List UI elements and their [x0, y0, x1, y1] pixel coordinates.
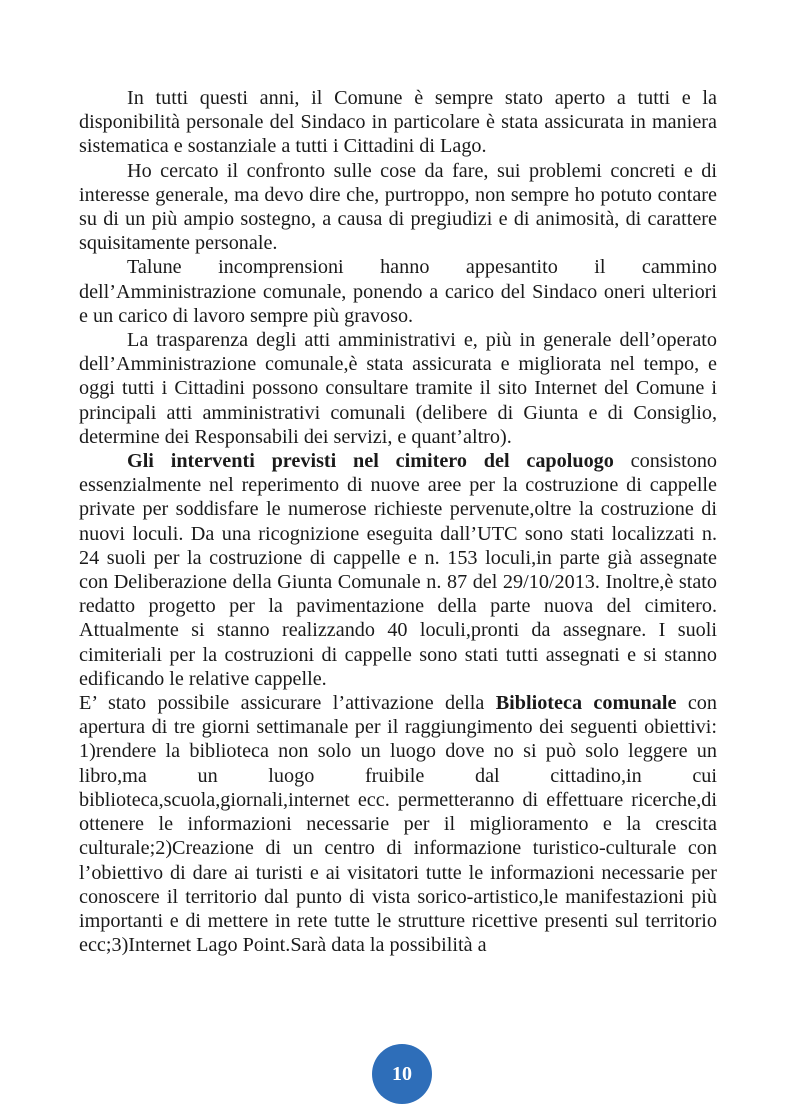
paragraph-text-before: E’ stato possibile assicurare l’attivazione della — [79, 692, 496, 715]
heading-cimitero: Gli interventi previsti nel cimitero del capoluogo — [127, 450, 614, 473]
document-body — [79, 86, 717, 957]
paragraph-text: consistono essenzialmente nel reperimento di nuove aree per la costruzione di cappelle private per soddisfare le numerose richieste pervenute,oltre la costruzione di nuovi loculi. Da una ricognizione eseguita dall’UTC sono stati localizzati n. 24 suoli per la costruzione di cappelle e n. 153 loculi,in parte già assegnate con Deliberazione della Giunta Comunale n. 87 del 29/10/2013. Inoltre,è stato redatto progetto per la pavimentazione della parte nuova del cimitero. Attualmente si stanno realizzando 40 loculi,pronti da assegnare. I suoli cimiteriali per la costruzioni di cappelle sono stati tutti assegnati e si stanno edificando le relative cappelle. — [79, 450, 718, 690]
paragraph-text: Talune incomprensioni hanno appesantito il cammino dell’Amministrazione comunale, ponendo a carico del Sindaco oneri ulteriori e un carico di lavoro sempre più gravoso. — [79, 256, 717, 327]
paragraph-cimitero — [79, 449, 717, 691]
paragraph-text: con apertura di tre giorni settimanale per il raggiungimento dei seguenti obiettivi: 1)rendere la biblioteca non solo un luogo dove no si può solo leggere un libro,ma un luogo fruibile dal cittadino,in cui biblioteca,scuola,giornali,internet ecc. permetteranno di effettuare ricerche,di ottenere le informazioni necessarie per il miglioramento e la crescita culturale;2)Creazione di un centro di informazione turistico-culturale con l’obiettivo di dare ai turisti e ai visitatori tutte le informazioni necessarie per conoscere il territorio dal punto di vista sorico-artistico,le manifestazioni più importanti e di mettere in rete tutte le strutture ricettive presenti sul territorio ecc;3)Internet Lago Point.Sarà data la possibilità a — [79, 692, 717, 957]
paragraph-trasparenza — [79, 328, 717, 449]
page-number: 10 — [392, 1062, 412, 1085]
paragraph-comune-aperto — [79, 86, 717, 159]
heading-biblioteca: Biblioteca comunale — [495, 692, 677, 715]
paragraph-text: Ho cercato il confronto sulle cose da fare, sui problemi concreti e di interesse generale, ma devo dire che, purtroppo, non sempre ho potuto contare su di un più ampio sostegno, a causa di pregiudizi e di animosità, di carattere squisitamente personale. — [79, 159, 717, 255]
paragraph-text: In tutti questi anni, il Comune è sempre stato aperto a tutti e la disponibilità personale del Sindaco in particolare è stata assicurata in maniera sistematica e sostanziale a tutti i Cittadini di Lago. — [79, 87, 717, 158]
paragraph-incomprensioni — [79, 255, 717, 328]
page-number-badge — [372, 1044, 432, 1104]
paragraph-confronto — [79, 159, 717, 256]
paragraph-biblioteca — [79, 691, 717, 957]
paragraph-text: La trasparenza degli atti amministrativi e, più in generale dell’operato dell’Amministrazione comunale,è stata assicurata e migliorata nel tempo, e oggi tutti i Cittadini possono consultare tramite il sito Internet del Comune i principali atti amministrativi comunali (delibere di Giunta e di Consiglio, determine dei Responsabili dei servizi, e quant’altro). — [79, 329, 717, 448]
